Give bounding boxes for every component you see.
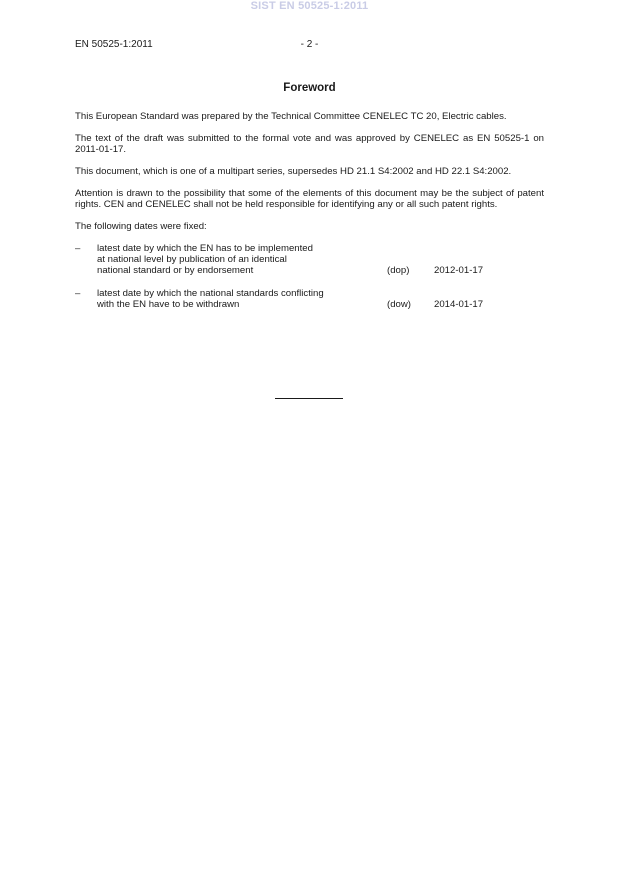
description-line: latest date by which the national standards conflicting <box>97 288 324 299</box>
paragraph-prepared-by: This European Standard was prepared by the Technical Committee CENELEC TC 20, Electric cables. <box>75 111 507 122</box>
bullet-dash: – <box>75 288 81 299</box>
date-row-dop <box>75 243 544 276</box>
section-title: Foreword <box>283 82 336 94</box>
description-line: with the EN have to be withdrawn <box>97 299 240 310</box>
description-line: at national level by publication of an identical <box>97 254 287 265</box>
date-code: (dop) <box>387 265 410 276</box>
date-description <box>97 288 387 310</box>
document-id: EN 50525-1:2011 <box>75 39 153 50</box>
watermark: SIST EN 50525-1:2011 <box>250 0 369 12</box>
bullet-dash: – <box>75 243 81 254</box>
date-row-dow <box>75 288 544 310</box>
date-value: 2014-01-17 <box>434 299 484 310</box>
description-line: national standard or by endorsement <box>97 265 254 276</box>
date-code: (dow) <box>387 299 411 310</box>
end-rule-divider <box>275 398 343 399</box>
paragraph-approval: The text of the draft was submitted to the formal vote and was approved by CENELEC as EN 50525-1 on 2011-01-17. <box>75 133 544 155</box>
paragraph-patent-notice: Attention is drawn to the possibility that some of the elements of this document may be the subject of patent rights. CEN and CENELEC shall not be held responsible for identifying any or all such patent rights. <box>75 188 544 210</box>
date-value: 2012-01-17 <box>434 265 484 276</box>
page-number: - 2 - <box>300 39 319 50</box>
paragraph-supersedes: This document, which is one of a multipart series, supersedes HD 21.1 S4:2002 and HD 22.1 S4:2002. <box>75 166 512 177</box>
foreword-body <box>75 111 544 322</box>
date-description <box>97 243 387 276</box>
paragraph-dates-intro: The following dates were fixed: <box>75 221 207 232</box>
dates-list <box>75 243 544 310</box>
description-line: latest date by which the EN has to be implemented <box>97 243 313 254</box>
